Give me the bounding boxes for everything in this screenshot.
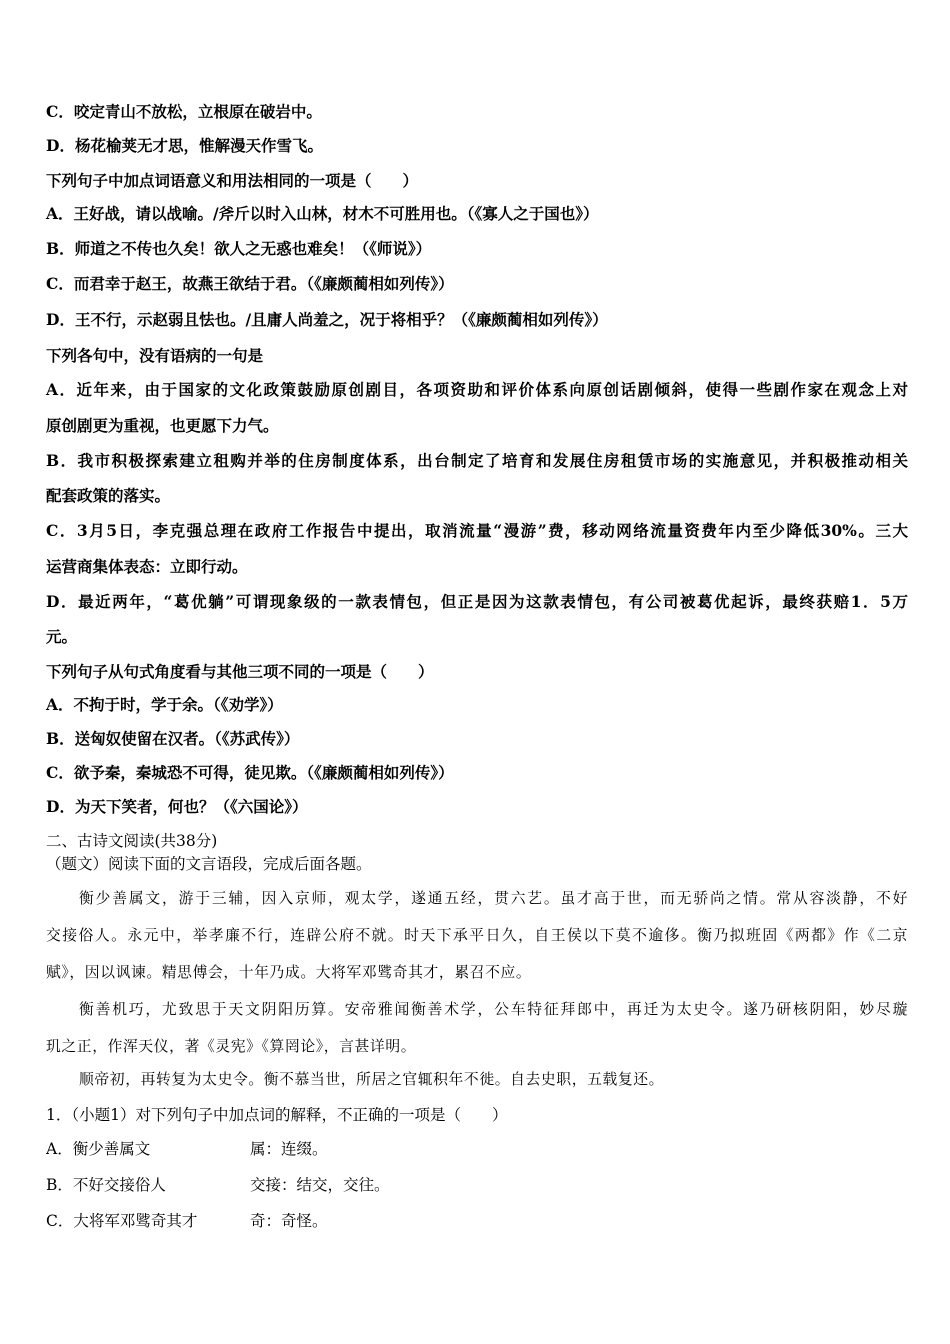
passage-paragraph-2: 衡善机巧，尤致思于天文阴阳历算。安帝雅闻衡善术学，公车特征拜郎中，再迁为太史令。遂乃研核阴阳，妙尽璇 [79,1001,908,1018]
option-c-line: C．咬定青山不放松，立根原在破岩中。 [46,102,322,121]
choice-gloss: 交接：结交，交往。 [250,1176,390,1194]
option-d-line: D．最近两年，“葛优躺”可谓现象级的一款表情包，但正是因为这款表情包，有公司被葛优起诉，最终获赔1．5万 [46,592,908,611]
choice-sentence: A．衡少善属文 [46,1140,151,1158]
option-a-continuation: 原创剧更为重视，也更愿下力气。 [46,416,279,435]
option-b-line: B．我市积极探索建立租购并举的住房制度体系，出台制定了培育和发展住房租赁市场的实施意见，并积极推动相关 [46,451,908,470]
passage-paragraph-1-line-2: 交接俗人。永元中，举孝廉不行，连辟公府不就。时天下承平日久，自王侯以下莫不逾侈。衡乃拟班固《两都》作《二京 [46,927,908,944]
passage-instruction: （题文）阅读下面的文言语段，完成后面各题。 [46,855,372,873]
option-a-line: A．近年来，由于国家的文化政策鼓励原创剧目，各项资助和评价体系向原创话剧倾斜，使得一些剧作家在观念上对 [46,380,908,399]
passage-paragraph-3: 顺帝初，再转复为太史令。衡不慕当世，所居之官辄积年不徙。自去史职，五载复还。 [79,1071,665,1088]
choice-gloss: 属：连缀。 [250,1140,328,1158]
option-a-line: A．王好战，请以战喻。/斧斤以时入山林，材木不可胜用也。（《寡人之于国也》） [46,204,599,223]
option-c-continuation: 运营商集体表态：立即行动。 [46,557,248,576]
passage-paragraph-1-line-3: 赋》，因以讽谏。精思傅会，十年乃成。大将军邓骘奇其才，累召不应。 [46,964,532,981]
choice-row [46,1174,908,1196]
choice-sentence: B．不好交接俗人 [46,1176,166,1194]
option-b-line: B．送匈奴使留在汉者。（《苏武传》） [46,729,300,748]
passage-paragraph-1: 衡少善属文，游于三辅，因入京师，观太学，遂通五经，贯六艺。虽才高于世，而无骄尚之情。常从容淡静，不好 [79,890,908,907]
choice-row [46,1138,908,1160]
question-stem: 下列句子中加点词语意义和用法相同的一项是（ ） [46,171,419,190]
option-d-line: D．杨花榆荚无才思，惟解漫天作雪飞。 [46,136,323,155]
option-c-line: C．欲予秦，秦城恐不可得，徒见欺。（《廉颇蔺相如列传》） [46,763,454,782]
passage-paragraph-2-line-2: 玑之正，作浑天仪，著《灵宪》《算罔论》，言甚详明。 [46,1038,417,1055]
option-a-line: A．不拘于时，学于余。（《劝学》） [46,695,283,714]
choice-gloss: 奇：奇怪。 [250,1212,328,1230]
question-stem: 下列句子从句式角度看与其他三项不同的一项是（ ） [46,662,434,681]
option-d-continuation: 元。 [46,627,78,646]
option-d-line: D．王不行，示赵弱且怯也。/且庸人尚羞之，况于将相乎？（《廉颇蔺相如列传》） [46,310,608,329]
option-d-line: D．为天下笑者，何也？（《六国论》） [46,797,308,816]
choice-row [46,1210,908,1232]
subquestion-stem: 1．（小题1）对下列句子中加点词的解释，不正确的一项是（ ） [46,1106,508,1124]
option-b-line: B．师道之不传也久矣！欲人之无惑也难矣！（《师说》） [46,239,432,258]
choice-sentence: C．大将军邓骘奇其才 [46,1212,198,1230]
section-heading: 二、古诗文阅读(共38分) [46,832,218,850]
option-c-line: C．3月5日，李克强总理在政府工作报告中提出，取消流量“漫游”费，移动网络流量资费年内至少降低30%。三大 [46,521,908,540]
question-stem: 下列各句中，没有语病的一句是 [46,346,264,365]
option-b-continuation: 配套政策的落实。 [46,486,171,505]
option-c-line: C．而君幸于赵王，故燕王欲结于君。（《廉颇蔺相如列传》） [46,274,454,293]
